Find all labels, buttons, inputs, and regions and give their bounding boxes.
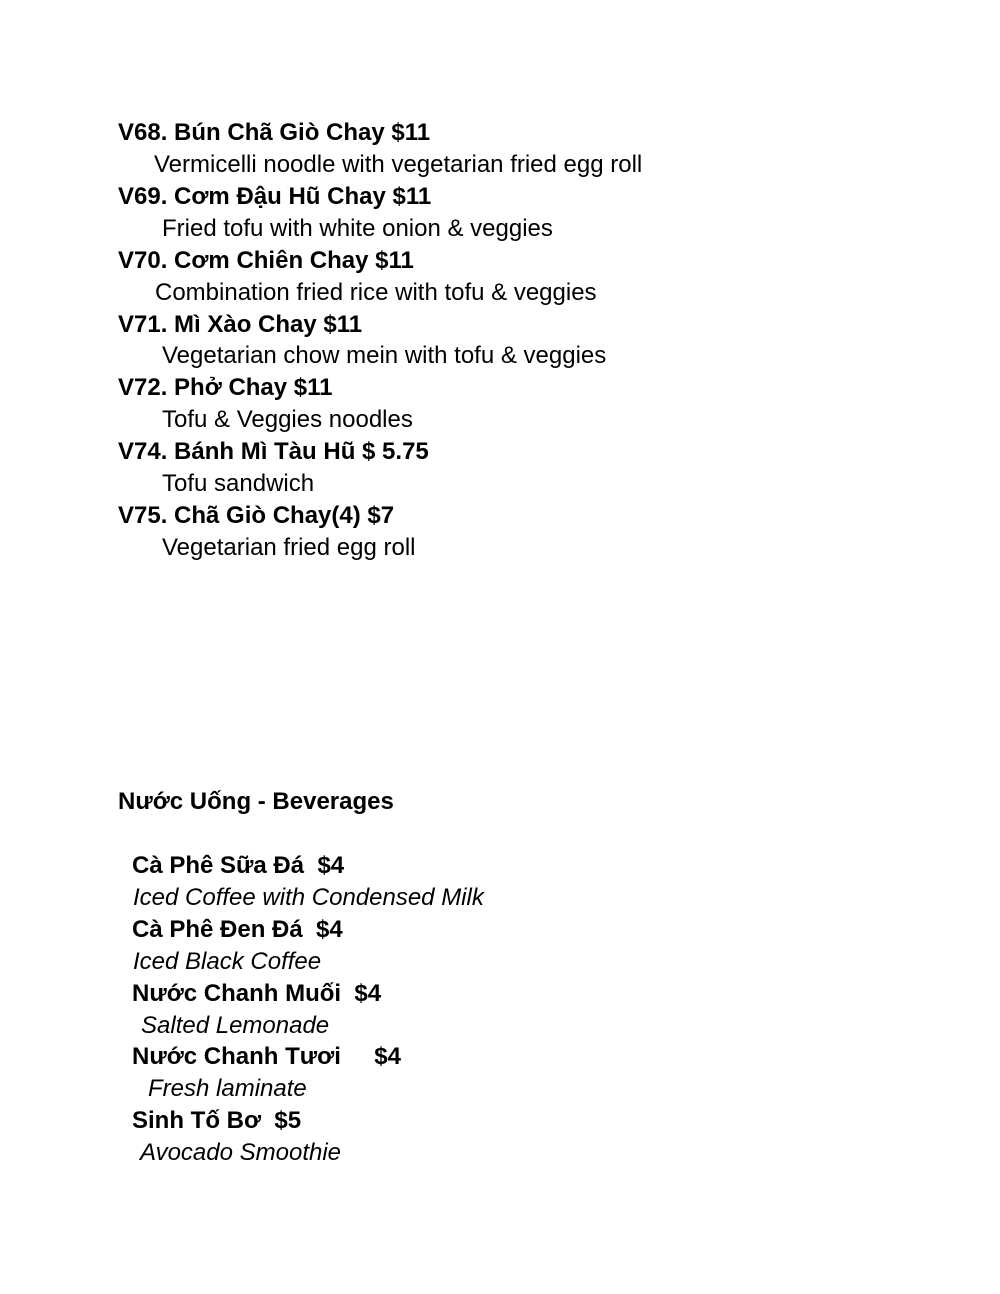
beverage-desc: Fresh laminate	[148, 1075, 307, 1102]
beverage-desc: Iced Coffee with Condensed Milk	[133, 884, 484, 911]
menu-item-desc-v69: Fried tofu with white onion & veggies	[162, 215, 553, 242]
menu-item-title-v68: V68. Bún Chã Giò Chay $11	[118, 119, 431, 146]
menu-item-title-v74: V74. Bánh Mì Tàu Hũ $ 5.75	[118, 438, 429, 465]
menu-item-desc-v75: Vegetarian fried egg roll	[162, 534, 416, 561]
menu-item-title-v70: V70. Cơm Chiên Chay $11	[118, 247, 414, 274]
menu-item-desc-v70: Combination fried rice with tofu & veggies	[155, 279, 597, 306]
menu-item-title-v69: V69. Cơm Đậu Hũ Chay $11	[118, 183, 432, 210]
menu-item-desc-v71: Vegetarian chow mein with tofu & veggies	[162, 342, 607, 369]
beverage-title: Sinh Tố Bơ $5	[132, 1107, 302, 1134]
beverage-title: Nước Chanh Tươi $4	[132, 1043, 401, 1070]
beverage-title: Cà Phê Đen Đá $4	[132, 916, 343, 943]
beverage-title: Cà Phê Sữa Đá $4	[132, 852, 345, 879]
beverages-heading: Nước Uống - Beverages	[118, 788, 394, 815]
menu-item-desc-v74: Tofu sandwich	[162, 470, 315, 497]
beverage-title: Nước Chanh Muối $4	[132, 980, 382, 1007]
menu-item-desc-v68: Vermicelli noodle with vegetarian fried egg roll	[154, 151, 643, 178]
menu-item-title-v75: V75. Chã Giò Chay(4) $7	[118, 502, 395, 529]
beverage-desc: Salted Lemonade	[141, 1012, 330, 1039]
menu-item-title-v72: V72. Phở Chay $11	[118, 374, 333, 401]
menu-item-title-v71: V71. Mì Xào Chay $11	[118, 311, 363, 338]
beverage-desc: Avocado Smoothie	[140, 1139, 342, 1166]
menu-item-desc-v72: Tofu & Veggies noodles	[162, 406, 413, 433]
beverage-desc: Iced Black Coffee	[133, 948, 322, 975]
